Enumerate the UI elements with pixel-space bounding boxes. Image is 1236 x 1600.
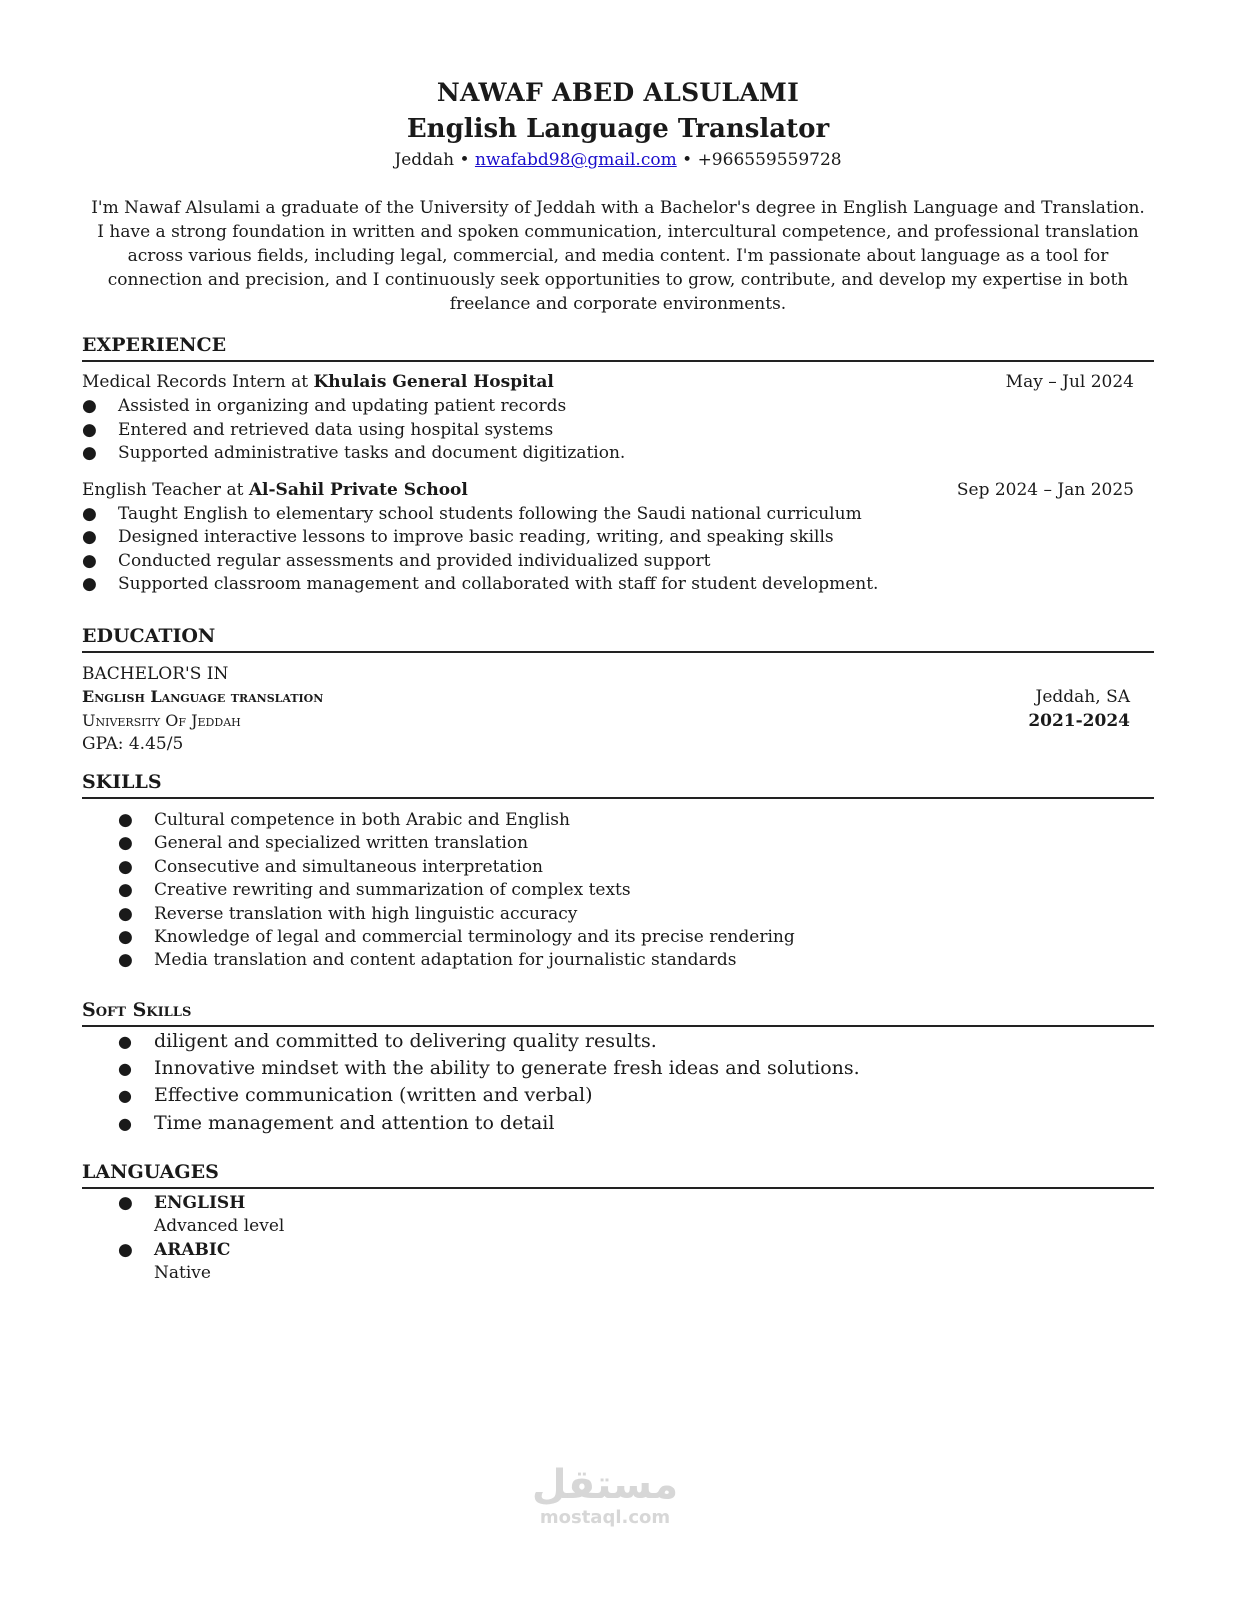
watermark-latin: mostaql.com [539, 1507, 671, 1528]
bullet-icon: ● [82, 504, 97, 524]
soft-skills-heading: Soft Skills [82, 999, 1154, 1027]
candidate-name: NAWAF ABED ALSULAMI [436, 78, 800, 107]
education-years: 2021-2024 [1028, 711, 1130, 731]
bullet-icon: ● [82, 574, 97, 594]
degree-label: BACHELOR'S IN [82, 664, 229, 684]
watermark-logo [500, 1463, 710, 1528]
bullet-icon: ● [118, 927, 133, 947]
university-name: University Of Jeddah [82, 711, 241, 730]
contact-phone: +966559559728 [697, 150, 842, 170]
bullet-icon: ● [118, 1240, 133, 1260]
bullet-icon: ● [118, 1193, 133, 1213]
contact-separator: • [459, 150, 470, 170]
bullet-icon: ● [118, 904, 133, 924]
watermark-arabic: مستقل [531, 1462, 679, 1508]
languages-heading: LANGUAGES [82, 1161, 1154, 1189]
bullet-icon: ● [82, 443, 97, 463]
bullet-icon: ● [118, 880, 133, 900]
contact-city: Jeddah [394, 150, 455, 170]
bullet-icon: ● [118, 1032, 132, 1051]
language-name: ARABIC [154, 1240, 231, 1260]
job-title-line [82, 372, 1134, 392]
skills-heading: SKILLS [82, 771, 1154, 799]
contact-line [0, 150, 1236, 170]
job-title-line [82, 480, 1134, 500]
candidate-title: English Language Translator [406, 114, 830, 144]
language-name: ENGLISH [154, 1193, 246, 1213]
job-date: Sep 2024 – Jan 2025 [956, 480, 1134, 500]
experience-heading: EXPERIENCE [82, 334, 1154, 362]
job-date: May – Jul 2024 [1005, 372, 1134, 392]
bullet-icon: ● [118, 950, 133, 970]
bullet-icon: ● [118, 833, 133, 853]
resume-page: NAWAF ABED ALSULAMI English Language Translator Jeddah • nwafabd98@gmail.com • +966559559728 I'm Nawaf Alsulami a graduate of the University of Jeddah with a Bachelor's degree in English Language and Translation. I have a strong foundation in written and spoken communication, intercultural competence, and professional translation across various fields, including legal, commercial, and media content. I'm passionate about language as a tool for connection and precision, and I continuously seek opportunities to grow, contribute, and develop my expertise in both freelance and corporate environments. EXPERIENCE Medical Records Intern at Khulais General Hospital May – Jul 2024 ● Assisted in organizing and updating patient records ● Entered and retrieved data using hospital systems ● Supported administrative tasks and document digitization. English Teacher at Al-Sahil Private School Sep 2024 – Jan 2025 ● Taught English to elementary school students following the Saudi national curriculum ● Designed interactive lessons to improve basic reading, writing, and speaking skills ● Conducted regular assessments and provided individualized support ● Supported classroom management and collaborated with staff for student development. EDUCATION BACHELOR'S IN English Language translation University Of Jeddah GPA: 4.45/5 Jeddah, SA 2021-2024 SKILLS ● Cultural competence in both Arabic and English ● General and specialized written translation ● Consecutive and simultaneous interpretation ● Creative rewriting and summarization of complex texts ● Reverse translation with high linguistic accuracy ● Knowledge of legal and commercial terminology and its precise rendering ● Media translation and content adaptation for journalistic standards Soft Skills ● diligent and committed to delivering quality results. ● Innovative mindset with the ability to generate fresh ideas and solutions. ● Effective communication (written and verbal) ● Time management and attention to detail LANGUAGES ● ENGLISH Advanced level ● ARABIC Native مستقل mostaql.com [0, 0, 1236, 1600]
bullet-icon: ● [82, 396, 97, 416]
bullet-icon: ● [118, 1059, 132, 1078]
email-link[interactable]: nwafabd98@gmail.com [474, 150, 677, 170]
job-organization: Khulais General Hospital [313, 372, 554, 392]
bullet-icon: ● [82, 420, 97, 440]
bullet-icon: ● [82, 551, 97, 571]
contact-separator: • [682, 150, 693, 170]
bullet-icon: ● [118, 1086, 132, 1105]
education-heading: EDUCATION [82, 625, 1154, 653]
education-location: Jeddah, SA [1035, 687, 1130, 707]
bullet-icon: ● [118, 1114, 132, 1133]
gpa: GPA: 4.45/5 [82, 734, 184, 754]
degree-field: English Language translation [82, 687, 324, 706]
summary-paragraph: I'm Nawaf Alsulami a graduate of the University of Jeddah with a Bachelor's degree in English Language and Translation. I have a strong foundation in written and spoken communication, intercultural competence, and professional translation across various fields, including legal, commercial, and media content. I'm passionate about language as a tool for connection and precision, and I continuously seek opportunities to grow, contribute, and develop my expertise in both freelance and corporate environments. [91, 198, 1145, 314]
job-role: Medical Records Intern at [82, 372, 314, 392]
bullet-icon: ● [118, 810, 133, 830]
bullet-icon: ● [118, 857, 133, 877]
job-organization: Al-Sahil Private School [248, 480, 468, 500]
job-role: English Teacher at [82, 480, 249, 500]
bullet-icon: ● [82, 527, 97, 547]
